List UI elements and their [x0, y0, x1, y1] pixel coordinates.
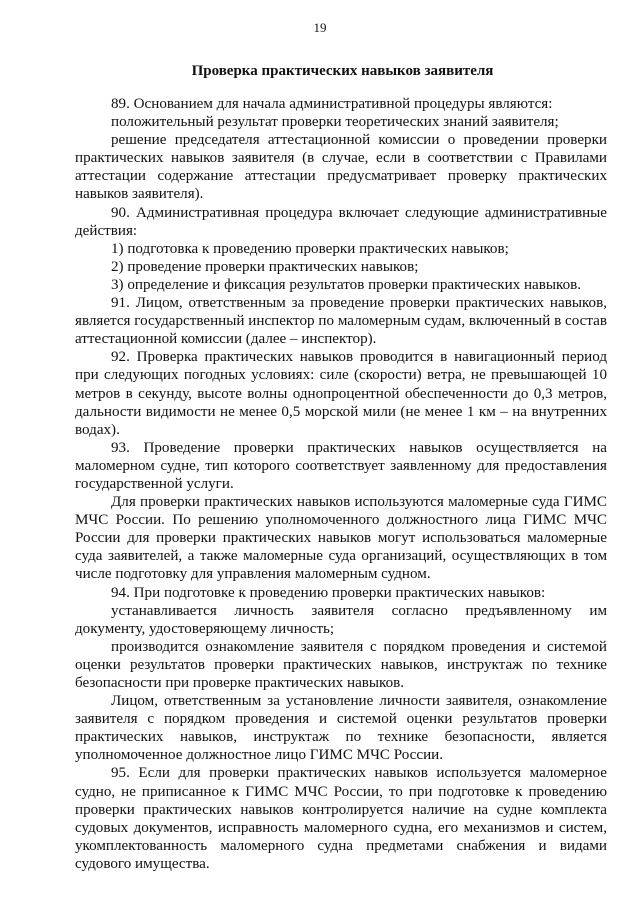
- paragraph: устанавливается личность заявителя согласно предъявленному им документу, удостоверяющему личность;: [75, 602, 607, 637]
- paragraph: 1) подготовка к проведению проверки практических навыков;: [111, 240, 509, 257]
- page-number: 19: [313, 20, 327, 35]
- paragraph: 93. Проведение проверки практических навыков осуществляется на маломерном судне, тип которого соответствует заявленному для предоставления государственной услуги.: [75, 439, 607, 492]
- paragraph: 92. Проверка практических навыков проводится в навигационный период при следующих погодных условиях: силе (скорости) ветра, не превышающей 10 метров в секунду, высоте волны однопроцентной обеспеченности до 0,3 метров, дальности видимости не менее 0,5 морской мили (не менее 1 км – на внутренних водах).: [75, 349, 607, 438]
- paragraph: 90. Административная процедура включает следующие административные действия:: [75, 204, 607, 239]
- paragraph: 91. Лицом, ответственным за проведение проверки практических навыков, является государственный инспектор по маломерным судам, включенный в состав аттестационной комиссии (далее – инспектор).: [75, 295, 607, 348]
- paragraph: 94. При подготовке к проведению проверки практических навыков:: [111, 584, 546, 601]
- paragraph: производится ознакомление заявителя с порядком проведения и системой оценки результатов проверки практических навыков, инструктаж по технике безопасности при проверке практических навыков.: [75, 638, 607, 691]
- paragraph: решение председателя аттестационной комиссии о проведении проверки практических навыков заявителя (в случае, если в соответствии с Правилами аттестации содержание аттестации предусматривает проверку практических навыков заявителя).: [75, 132, 607, 203]
- paragraph: 89. Основанием для начала административной процедуры являются:: [111, 96, 553, 112]
- document-body: [75, 95, 607, 873]
- paragraph: 2) проведение проверки практических навыков;: [111, 258, 419, 275]
- paragraph: Лицом, ответственным за установление личности заявителя, ознакомление заявителя с порядком проведения и системой оценки результатов проверки практических навыков, инструктаж по технике безопасности, является уполномоченное должностное лицо ГИМС МЧС России.: [75, 693, 607, 764]
- paragraph: положительный результат проверки теоретических знаний заявителя;: [111, 114, 559, 131]
- section-title: Проверка практических навыков заявителя: [191, 63, 494, 79]
- paragraph: 3) определение и фиксация результатов проверки практических навыков.: [111, 276, 582, 293]
- paragraph: 95. Если для проверки практических навыков используется маломерное судно, не приписанное к ГИМС МЧС России, то при подготовке к проведению проверки практических навыков контролируется наличие на судне комплекта судовых документов, исправность маломерного судна, его механизмов и систем, укомплектованность маломерного судна предметами снабжения и видами судового имущества.: [75, 765, 607, 872]
- paragraph: Для проверки практических навыков используются маломерные суда ГИМС МЧС России. По решению уполномоченного должностного лица ГИМС МЧС России для проверки практических навыков могут использоваться маломерные суда заявителей, а также маломерные суда организаций, осуществляющих в том числе подготовку для управления маломерным судном.: [75, 494, 607, 583]
